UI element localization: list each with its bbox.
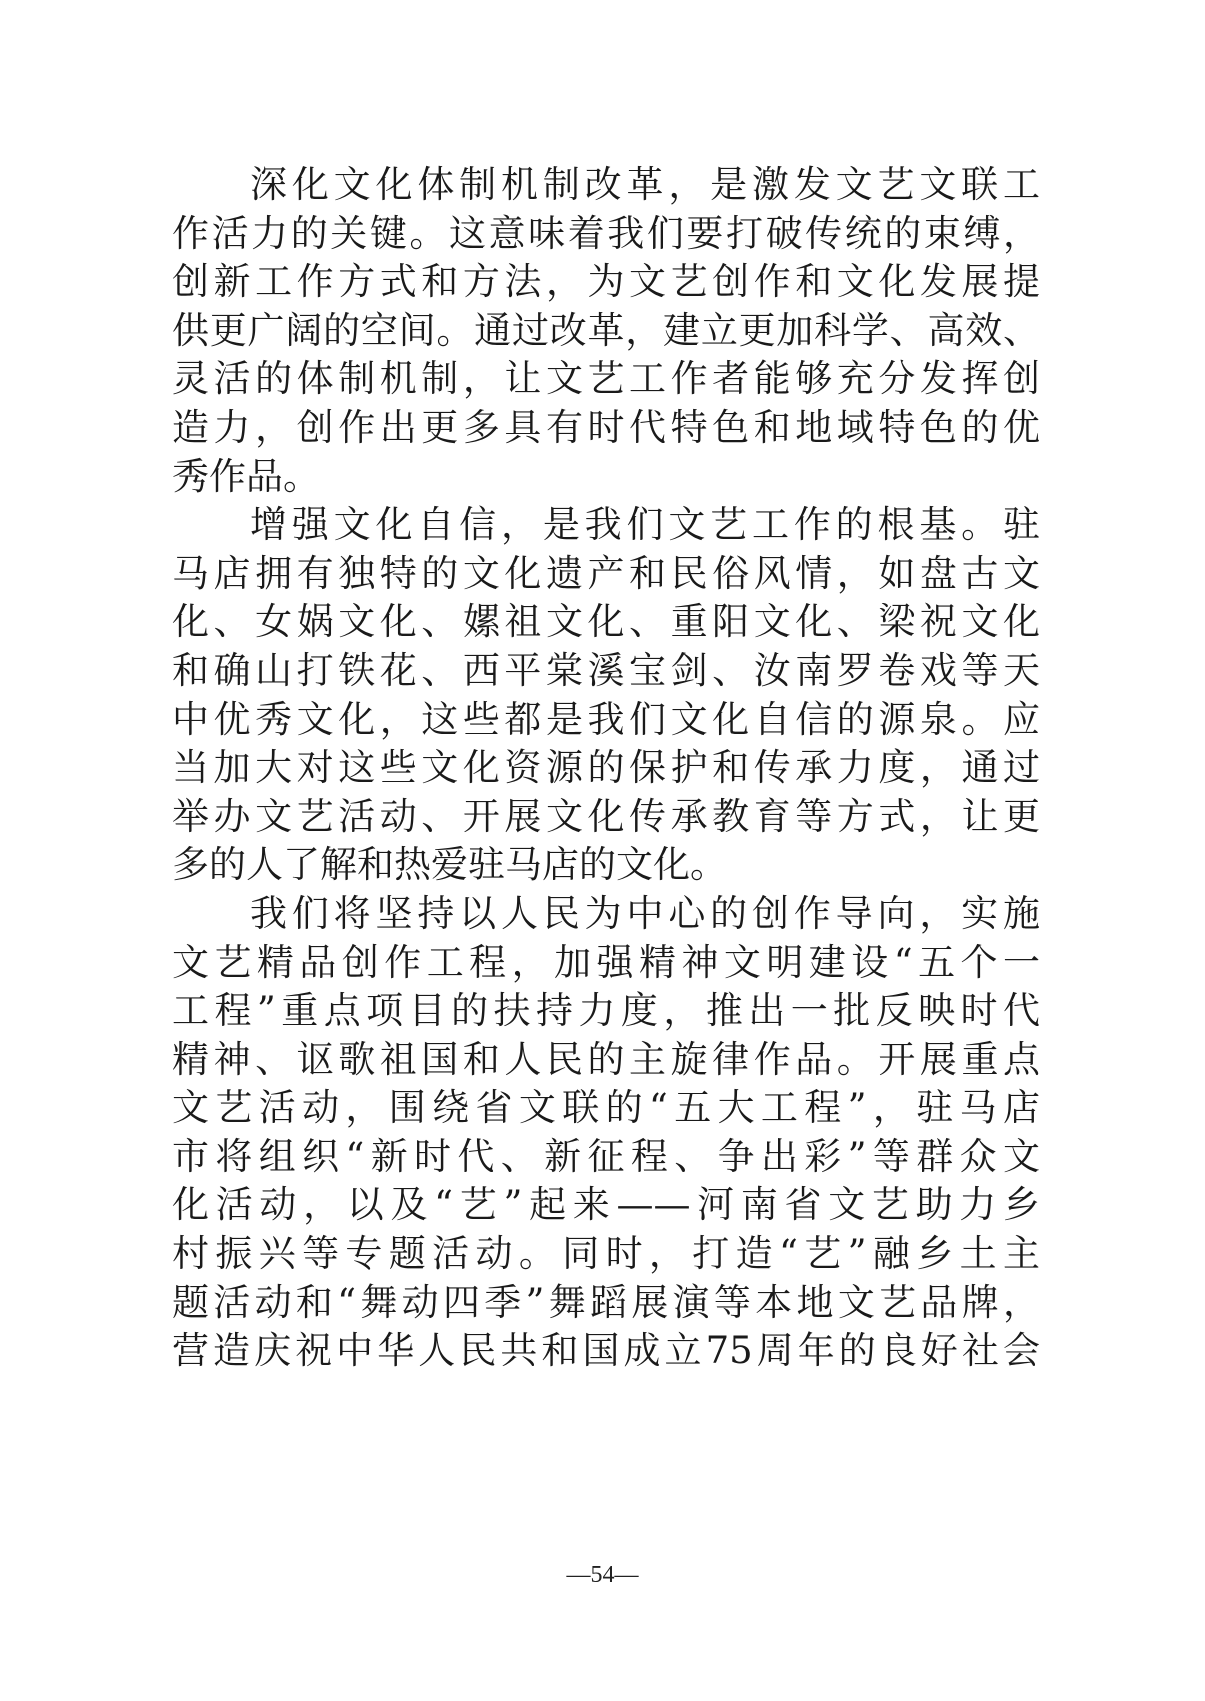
text-line: 创新工作方式和方法，为文艺创作和文化发展提 [172, 260, 1040, 304]
text-line: 村振兴等专题活动。同时，打造“艺”融乡土主 [172, 1232, 1040, 1276]
page-number: —54— [566, 1562, 639, 1588]
text-line: 多的人了解和热爱驻马店的文化。 [172, 843, 727, 887]
text-line: 供更广阔的空间。通过改革，建立更加科学、高效、 [172, 308, 1040, 352]
text-line: 营造庆祝中华人民共和国成立75周年的良好社会 [172, 1329, 1040, 1373]
paragraph-2 [172, 501, 1040, 890]
text-line: 秀作品。 [172, 454, 320, 498]
text-line: 市将组织“新时代、新征程、争出彩”等群众文 [172, 1134, 1040, 1178]
text-line: 深化文化体制机制改革，是激发文艺文联工 [250, 163, 1040, 206]
text-line: 化活动，以及“艺”起来——河南省文艺助力乡 [172, 1183, 1040, 1227]
text-line: 化、女娲文化、嫘祖文化、重阳文化、梁祝文化 [172, 600, 1040, 644]
text-line: 作活力的关键。这意味着我们要打破传统的束缚， [172, 211, 1040, 255]
text-line: 文艺精品创作工程，加强精神文明建设“五个一 [172, 940, 1040, 984]
text-line: 造力，创作出更多具有时代特色和地域特色的优 [172, 405, 1040, 449]
text-line: 文艺活动，围绕省文联的“五大工程”，驻马店 [172, 1086, 1040, 1130]
document-body [172, 161, 1040, 1376]
text-line: 工程”重点项目的扶持力度，推出一批反映时代 [172, 989, 1040, 1033]
text-line: 举办文艺活动、开展文化传承教育等方式，让更 [172, 794, 1040, 838]
text-line: 我们将坚持以人民为中心的创作导向，实施 [250, 891, 1040, 935]
text-line: 当加大对这些文化资源的保护和传承力度，通过 [172, 746, 1040, 790]
text-line: 中优秀文化，这些都是我们文化自信的源泉。应 [172, 697, 1040, 741]
text-line: 精神、讴歌祖国和人民的主旋律作品。开展重点 [172, 1037, 1040, 1081]
text-line: 灵活的体制机制，让文艺工作者能够充分发挥创 [172, 357, 1040, 401]
paragraph-3 [172, 890, 1040, 1376]
text-line: 增强文化自信，是我们文艺工作的根基。驻 [250, 503, 1040, 547]
text-line: 和确山打铁花、西平棠溪宝剑、汝南罗卷戏等天 [172, 648, 1040, 692]
text-line: 马店拥有独特的文化遗产和民俗风情，如盘古文 [172, 551, 1040, 595]
paragraph-1 [172, 161, 1040, 501]
text-line: 题活动和“舞动四季”舞蹈展演等本地文艺品牌， [172, 1280, 1040, 1324]
